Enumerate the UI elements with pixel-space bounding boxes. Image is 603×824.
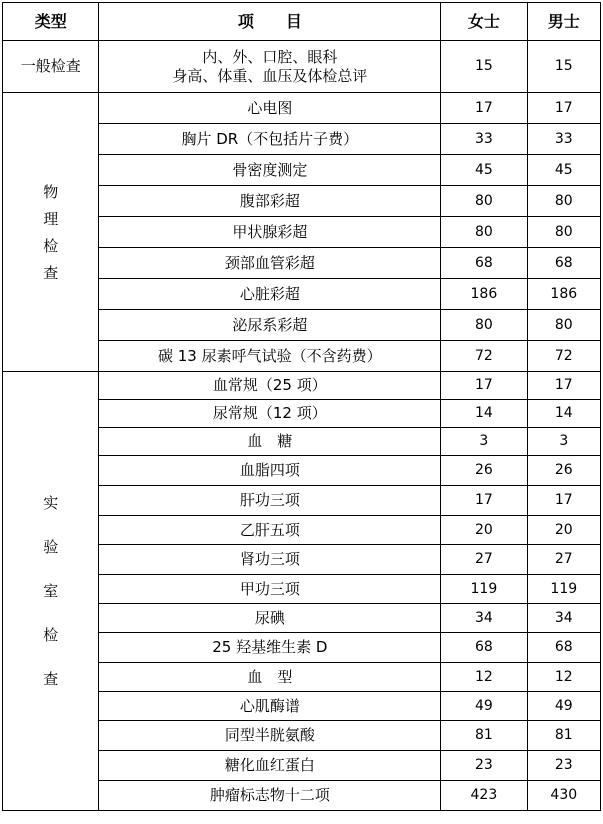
- physical-female: 80: [441, 217, 527, 248]
- general-item-line1: 内、外、口腔、眼科: [202, 47, 338, 66]
- lab-male: 27: [527, 545, 600, 575]
- physical-female: 68: [441, 248, 527, 279]
- lab-item: 同型半胱氨酸: [99, 721, 441, 751]
- physical-category-char: 检: [43, 236, 59, 255]
- physical-item: 心脏彩超: [99, 279, 441, 310]
- lab-item: 肝功三项: [99, 486, 441, 516]
- lab-item: 肿瘤标志物十二项: [99, 781, 441, 811]
- physical-item: 腹部彩超: [99, 186, 441, 217]
- general-male: 15: [527, 41, 600, 93]
- lab-female: 26: [441, 456, 527, 486]
- lab-male: 20: [527, 516, 600, 545]
- lab-item: 乙肝五项: [99, 516, 441, 545]
- lab-female: 14: [441, 400, 527, 428]
- header-item: 项 目: [99, 3, 441, 41]
- header-male: 男士: [527, 3, 600, 41]
- lab-female: 119: [441, 575, 527, 604]
- general-item: [99, 41, 441, 93]
- physical-item: 碳 13 尿素呼气试验（不含药费）: [99, 341, 441, 372]
- physical-male: 72: [527, 341, 600, 372]
- lab-item: 血 糖: [99, 428, 441, 456]
- lab-male: 119: [527, 575, 600, 604]
- header-row: [3, 3, 601, 41]
- lab-item: 尿常规（12 项）: [99, 400, 441, 428]
- lab-category-char: 实: [43, 494, 59, 512]
- price-table: [2, 2, 601, 811]
- lab-male: 49: [527, 692, 600, 721]
- physical-item: 泌尿系彩超: [99, 310, 441, 341]
- physical-female: 72: [441, 341, 527, 372]
- lab-category-char: 室: [43, 582, 59, 600]
- physical-male: 186: [527, 279, 600, 310]
- lab-category-char: 检: [43, 626, 59, 644]
- physical-female: 45: [441, 155, 527, 186]
- header-female: 女士: [441, 3, 527, 41]
- lab-item: 血脂四项: [99, 456, 441, 486]
- lab-category: [3, 372, 99, 811]
- physical-category-char: 物: [43, 182, 59, 201]
- physical-male: 68: [527, 248, 600, 279]
- lab-female: 17: [441, 486, 527, 516]
- lab-female: 20: [441, 516, 527, 545]
- physical-row: [3, 93, 601, 124]
- lab-item: 心肌酶谱: [99, 692, 441, 721]
- physical-item: 甲状腺彩超: [99, 217, 441, 248]
- lab-male: 23: [527, 751, 600, 781]
- physical-item: 胸片 DR（不包括片子费）: [99, 124, 441, 155]
- lab-item: 甲功三项: [99, 575, 441, 604]
- physical-male: 80: [527, 217, 600, 248]
- physical-category: [3, 93, 99, 372]
- physical-male: 80: [527, 186, 600, 217]
- lab-female: 81: [441, 721, 527, 751]
- physical-female: 33: [441, 124, 527, 155]
- lab-female: 3: [441, 428, 527, 456]
- lab-row: [3, 372, 601, 400]
- lab-male: 17: [527, 372, 600, 400]
- lab-female: 34: [441, 604, 527, 633]
- lab-male: 430: [527, 781, 600, 811]
- lab-female: 423: [441, 781, 527, 811]
- lab-female: 49: [441, 692, 527, 721]
- physical-item: 颈部血管彩超: [99, 248, 441, 279]
- general-item-line2: 身高、体重、血压及体检总评: [172, 66, 368, 85]
- physical-female: 17: [441, 93, 527, 124]
- physical-item: 心电图: [99, 93, 441, 124]
- physical-male: 17: [527, 93, 600, 124]
- physical-female: 186: [441, 279, 527, 310]
- lab-item: 尿碘: [99, 604, 441, 633]
- physical-male: 80: [527, 310, 600, 341]
- physical-item: 骨密度测定: [99, 155, 441, 186]
- physical-category-char: 理: [43, 209, 59, 228]
- lab-female: 23: [441, 751, 527, 781]
- lab-male: 68: [527, 633, 600, 663]
- lab-male: 81: [527, 721, 600, 751]
- lab-female: 12: [441, 663, 527, 692]
- lab-male: 12: [527, 663, 600, 692]
- physical-category-char: 查: [43, 263, 59, 282]
- lab-female: 68: [441, 633, 527, 663]
- header-type: 类型: [3, 3, 99, 41]
- lab-item: 血 型: [99, 663, 441, 692]
- lab-male: 14: [527, 400, 600, 428]
- lab-item: 肾功三项: [99, 545, 441, 575]
- physical-female: 80: [441, 186, 527, 217]
- lab-male: 26: [527, 456, 600, 486]
- physical-female: 80: [441, 310, 527, 341]
- lab-item: 血常规（25 项）: [99, 372, 441, 400]
- physical-male: 45: [527, 155, 600, 186]
- general-row: [3, 41, 601, 93]
- lab-item: 25 羟基维生素 D: [99, 633, 441, 663]
- lab-male: 34: [527, 604, 600, 633]
- lab-category-char: 查: [43, 670, 59, 688]
- lab-category-char: 验: [43, 538, 59, 556]
- lab-female: 27: [441, 545, 527, 575]
- general-female: 15: [441, 41, 527, 93]
- lab-male: 3: [527, 428, 600, 456]
- lab-male: 17: [527, 486, 600, 516]
- physical-male: 33: [527, 124, 600, 155]
- lab-item: 糖化血红蛋白: [99, 751, 441, 781]
- general-category: 一般检查: [3, 41, 99, 93]
- lab-female: 17: [441, 372, 527, 400]
